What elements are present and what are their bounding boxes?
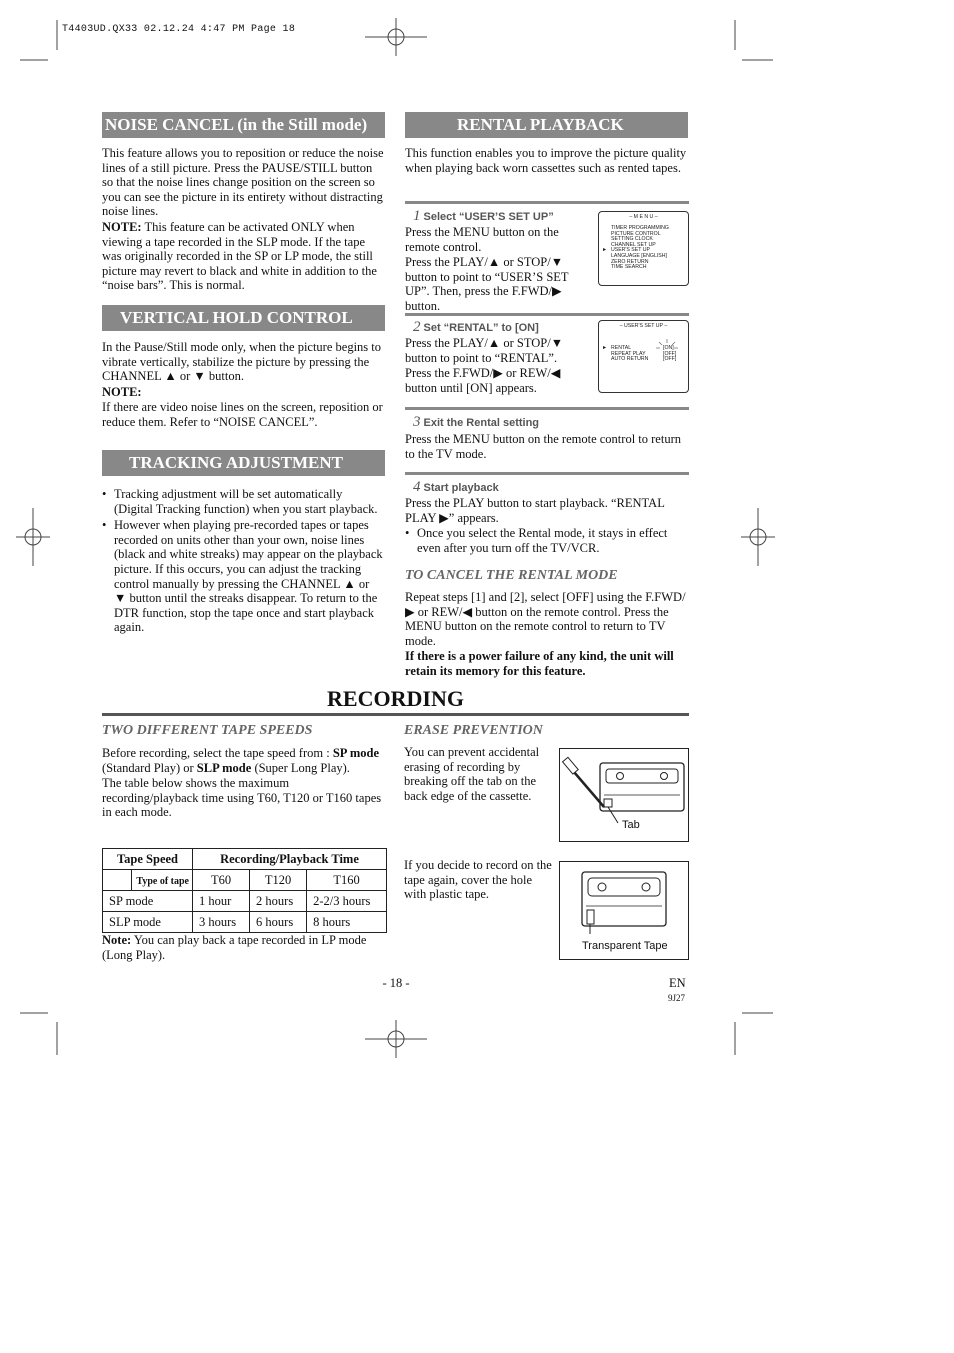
table-header: T120 — [250, 870, 307, 891]
registration-mark-top — [365, 18, 427, 56]
vertical-hold-text: In the Pause/Still mode only, when the picture begins to vibrate vertically, stabilize the picture by pressing the CHANNEL ▲ or ▼ button. — [102, 340, 382, 384]
note-label: NOTE: — [102, 219, 142, 234]
setup-value: [ON] — [663, 345, 674, 351]
setup-list — [611, 346, 648, 363]
memory-note: If there is a power failure of any kind, the unit will retain its memory for this feature. — [405, 649, 674, 678]
menu-item: LANGUAGE [ENGLISH] — [611, 252, 667, 259]
menu-list — [611, 226, 669, 271]
registration-mark-left — [16, 508, 50, 566]
sp-mode-label: SP mode — [332, 746, 379, 760]
page-number: - 18 - — [382, 976, 410, 990]
table-cell: 8 hours — [307, 912, 387, 933]
menu-item: TIME SEARCH — [611, 264, 647, 271]
menu-item: CHANNEL SET UP — [611, 241, 656, 248]
text-span: (Standard Play) or — [102, 760, 197, 775]
cell-divider — [103, 870, 132, 890]
table-cell: 2-2/3 hours — [307, 891, 387, 912]
rental-header — [405, 112, 688, 138]
cancel-rental-body — [405, 590, 688, 680]
type-label: Type of tape — [136, 875, 189, 887]
setup-item: RENTAL — [611, 345, 632, 351]
list-item: • Tracking adjustment will be set automatically (Digital Tracking function) when you start playback. — [102, 487, 384, 516]
note-label: Note: — [102, 933, 132, 947]
tape-speeds-text: The table below shows the maximum recording/playback time using T60, T120 or T160 tapes in each mode. — [102, 776, 382, 820]
text-span: (Super Long Play). — [251, 760, 350, 775]
screen-title: – M E N U – — [629, 214, 658, 220]
cassette-tab-figure — [559, 748, 689, 842]
tape-speeds-body — [102, 746, 386, 821]
step-1-body — [405, 225, 593, 315]
screen-title: – USER'S SET UP – — [619, 323, 668, 329]
transparent-tape-label: Transparent Tape — [582, 940, 668, 952]
user-setup-screen — [598, 320, 689, 393]
step-number: 3 — [413, 414, 421, 430]
step-4-heading — [413, 478, 499, 496]
step-3-body — [405, 432, 688, 462]
table-header: Tape Speed — [103, 849, 193, 870]
setup-item: REPEAT PLAY — [611, 350, 646, 357]
step-title: Select “USER’S SET UP” — [423, 211, 554, 223]
list-item: • However when playing pre-recorded tapes or tapes recorded on units other than your own, noise lines (black and white streaks) may appear on the playback picture. If this occurs, you can adjust the tracking control manually by pressing the CHANNEL ▲ or ▼ button until the streaks disappear. To return to the DTR function, stop the tape once and start playback again. — [102, 518, 384, 635]
step-2-heading — [413, 318, 539, 336]
cassette-tape-figure — [559, 861, 689, 960]
table-cell: 2 hours — [250, 891, 307, 912]
table-cell: 6 hours — [250, 912, 307, 933]
menu-screen — [598, 211, 689, 286]
rental-title: RENTAL PLAYBACK — [457, 115, 624, 134]
tape-speeds-heading: TWO DIFFERENT TAPE SPEEDS — [102, 723, 313, 738]
step-text: Press the PLAY button to start playback. “RENTAL PLAY ▶” appears. — [405, 496, 665, 525]
table-row — [103, 891, 387, 912]
erase-prevention-heading: ERASE PREVENTION — [404, 723, 543, 738]
language-code: EN — [669, 976, 686, 990]
noise-cancel-text: This feature allows you to reposition or reduce the noise lines of a still picture. Press the PAUSE/STILL button so that the noise lines change position on the screen so you can see the picture in its entirety without distracting noise lines. — [102, 146, 384, 219]
table-cell: SP mode — [103, 891, 193, 912]
step-number: 4 — [413, 479, 421, 495]
menu-item: PICTURE CONTROL — [611, 230, 661, 237]
table-row — [103, 912, 387, 933]
erase-text-2: If you decide to record on the tape again, cover the hole with plastic tape. — [404, 858, 552, 902]
lp-note — [102, 933, 387, 962]
menu-item: SETTING CLOCK — [611, 236, 653, 243]
menu-item: USER'S SET UP — [611, 247, 650, 254]
registration-mark-right — [741, 508, 775, 566]
pointer-icon: ► — [602, 247, 608, 253]
tracking-title: TRACKING ADJUSTMENT — [129, 453, 343, 472]
step-number: 1 — [413, 208, 421, 224]
menu-item: ZERO RETURN — [611, 258, 649, 265]
step-number: 2 — [413, 319, 421, 335]
recording-rule — [102, 713, 689, 716]
file-slug: T4403UD.QX33 02.12.24 4:47 PM Page 18 — [62, 24, 296, 35]
step-divider — [405, 407, 689, 410]
setup-value: [OFF] — [663, 350, 677, 357]
blink-icon — [655, 338, 679, 356]
step-divider — [405, 201, 689, 204]
tracking-body — [102, 487, 384, 637]
cancel-text: Repeat steps [1] and [2], select [OFF] using the F.FWD/▶ or REW/◀ button on the remote control. Press the MENU button on the remote control to return to TV mode. — [405, 590, 686, 648]
cancel-rental-heading: TO CANCEL THE RENTAL MODE — [405, 568, 618, 583]
step-text: Press the F.FWD/▶ or REW/◀ button until [ON] appears. — [405, 366, 561, 395]
noise-cancel-body — [102, 146, 386, 294]
noise-cancel-title: NOISE CANCEL (in the Still mode) — [105, 115, 368, 134]
doc-code: 9J27 — [668, 993, 686, 1003]
tab-label: Tab — [622, 819, 640, 831]
table-cell: 1 hour — [193, 891, 250, 912]
noise-cancel-note — [102, 220, 386, 293]
tape-speed-table — [102, 848, 387, 933]
table-cell: SLP mode — [103, 912, 193, 933]
step-text: Press the MENU button on the remote control to return to the TV mode. — [405, 432, 681, 461]
text-span: Before recording, select the tape speed from : — [102, 746, 333, 760]
step-2-body — [405, 336, 593, 396]
table-header: Recording/Playback Time — [193, 849, 387, 870]
step-text: Press the PLAY/▲ or STOP/▼ button to point to “USER’S SET UP”. Then, press the F.FWD/▶ button. — [405, 255, 569, 313]
step-3-heading — [413, 413, 539, 431]
step-text: Press the PLAY/▲ or STOP/▼ button to point to “RENTAL”. — [405, 336, 564, 365]
registration-mark-bottom — [365, 1020, 427, 1058]
step-divider — [405, 472, 689, 475]
menu-item: TIMER PROGRAMMING — [611, 225, 669, 231]
step-divider — [405, 313, 689, 316]
pointer-icon: ► — [602, 345, 608, 351]
vertical-hold-note: If there are video noise lines on the screen, reposition or reduce them. Refer to “NOISE CANCEL”. — [102, 400, 383, 429]
vertical-hold-title: VERTICAL HOLD CONTROL — [120, 308, 353, 327]
slp-mode-label: SLP mode — [196, 760, 252, 775]
table-cell: 3 hours — [193, 912, 250, 933]
rental-intro: This function enables you to improve the picture quality when playing back worn cassettes such as rented tapes. — [405, 146, 687, 175]
note-label: NOTE: — [102, 384, 142, 399]
step-title: Set “RENTAL” to [ON] — [423, 322, 539, 334]
note-text: This feature can be activated ONLY when viewing a tape recorded in the SLP mode. If the tape was originally recorded in the SP or LP mode, the still picture may revert to black and white in addition to the “noise bars”. This is normal. — [102, 219, 377, 293]
step-title: Exit the Rental setting — [423, 417, 540, 429]
table-header: T60 — [193, 870, 250, 891]
step-4-body — [405, 496, 688, 557]
step-title: Start playback — [423, 482, 499, 494]
step-1-heading — [413, 207, 554, 225]
setup-value: [OFF] — [663, 356, 677, 363]
setup-item: AUTO RETURN — [611, 356, 649, 363]
vertical-hold-header — [102, 305, 385, 331]
note-text: You can play back a tape recorded in LP mode (Long Play). — [102, 933, 367, 962]
tracking-header — [102, 450, 385, 476]
type-of-tape-cell — [103, 870, 193, 891]
table-header: T160 — [307, 870, 387, 891]
tape-speeds-text — [102, 746, 386, 775]
noise-cancel-header — [102, 112, 385, 138]
erase-text-1: You can prevent accidental erasing of recording by breaking off the tab on the back edge of the cassette. — [404, 745, 540, 803]
list-item: • Once you select the Rental mode, it stays in effect even after you turn off the TV/VCR. — [405, 526, 688, 555]
vertical-hold-body — [102, 340, 386, 431]
step-text: Press the MENU button on the remote control. — [405, 225, 559, 254]
recording-title: RECORDING — [327, 686, 464, 711]
